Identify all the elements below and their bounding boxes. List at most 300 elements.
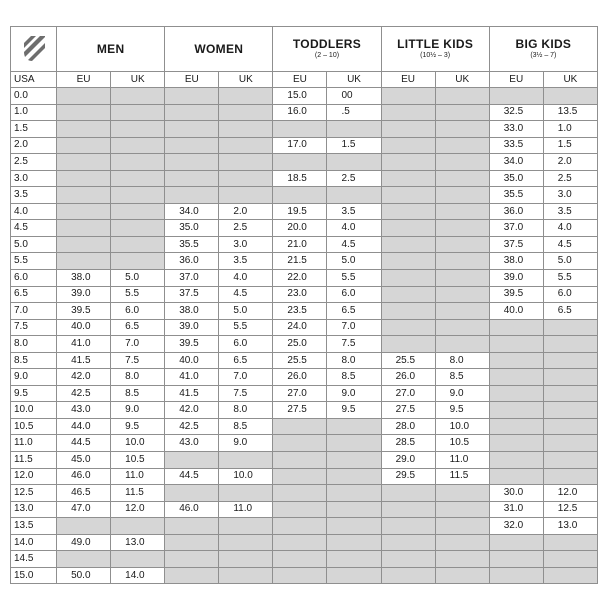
size-cell: 37.0 bbox=[489, 220, 543, 237]
usa-size-cell: 15.0 bbox=[11, 567, 57, 584]
table-row bbox=[11, 567, 598, 584]
usa-size-cell: 13.0 bbox=[11, 501, 57, 518]
table-row bbox=[11, 418, 598, 435]
empty-cell bbox=[543, 352, 597, 369]
size-cell: 11.0 bbox=[435, 452, 489, 469]
empty-cell bbox=[489, 88, 543, 105]
usa-column-header: USA bbox=[11, 72, 57, 88]
group-header-big-kids bbox=[489, 27, 597, 72]
empty-cell bbox=[57, 88, 111, 105]
usa-size-cell: 12.5 bbox=[11, 485, 57, 502]
empty-cell bbox=[165, 567, 219, 584]
size-cell: 1.5 bbox=[327, 137, 381, 154]
empty-cell bbox=[489, 567, 543, 584]
size-cell: 13.0 bbox=[543, 518, 597, 535]
empty-cell bbox=[381, 336, 435, 353]
empty-cell bbox=[381, 88, 435, 105]
empty-cell bbox=[543, 369, 597, 386]
empty-cell bbox=[543, 402, 597, 419]
size-cell: 9.0 bbox=[219, 435, 273, 452]
table-row bbox=[11, 220, 598, 237]
empty-cell bbox=[273, 187, 327, 204]
size-cell: 5.0 bbox=[543, 253, 597, 270]
empty-cell bbox=[327, 501, 381, 518]
size-cell: 6.0 bbox=[219, 336, 273, 353]
size-cell: 28.0 bbox=[381, 418, 435, 435]
size-cell: 30.0 bbox=[489, 485, 543, 502]
empty-cell bbox=[435, 170, 489, 187]
table-row bbox=[11, 336, 598, 353]
size-cell: 7.5 bbox=[111, 352, 165, 369]
empty-cell bbox=[165, 137, 219, 154]
empty-cell bbox=[165, 452, 219, 469]
size-cell: 42.5 bbox=[165, 418, 219, 435]
size-cell: 41.5 bbox=[57, 352, 111, 369]
empty-cell bbox=[489, 418, 543, 435]
size-cell: 22.0 bbox=[273, 270, 327, 287]
empty-cell bbox=[327, 518, 381, 535]
empty-cell bbox=[57, 137, 111, 154]
size-chart bbox=[10, 26, 598, 584]
usa-size-cell: 7.5 bbox=[11, 319, 57, 336]
column-header-uk: UK bbox=[543, 72, 597, 88]
size-cell: 1.0 bbox=[543, 121, 597, 138]
empty-cell bbox=[489, 385, 543, 402]
empty-cell bbox=[327, 435, 381, 452]
empty-cell bbox=[435, 270, 489, 287]
empty-cell bbox=[219, 551, 273, 568]
empty-cell bbox=[435, 534, 489, 551]
empty-cell bbox=[273, 468, 327, 485]
size-cell: 39.5 bbox=[57, 303, 111, 320]
usa-size-cell: 8.0 bbox=[11, 336, 57, 353]
empty-cell bbox=[111, 551, 165, 568]
empty-cell bbox=[381, 220, 435, 237]
usa-size-cell: 10.5 bbox=[11, 418, 57, 435]
size-cell: 24.0 bbox=[273, 319, 327, 336]
size-cell: 15.0 bbox=[273, 88, 327, 105]
empty-cell bbox=[327, 468, 381, 485]
empty-cell bbox=[219, 534, 273, 551]
table-row bbox=[11, 170, 598, 187]
empty-cell bbox=[435, 567, 489, 584]
empty-cell bbox=[381, 187, 435, 204]
size-cell: 44.5 bbox=[57, 435, 111, 452]
empty-cell bbox=[435, 253, 489, 270]
size-cell: 2.0 bbox=[543, 154, 597, 171]
usa-size-cell: 5.5 bbox=[11, 253, 57, 270]
empty-cell bbox=[381, 567, 435, 584]
empty-cell bbox=[435, 236, 489, 253]
empty-cell bbox=[219, 137, 273, 154]
size-cell: 14.0 bbox=[111, 567, 165, 584]
usa-size-cell: 3.0 bbox=[11, 170, 57, 187]
logo-cell bbox=[11, 27, 57, 72]
table-row bbox=[11, 303, 598, 320]
size-cell: 5.5 bbox=[111, 286, 165, 303]
size-cell: 4.0 bbox=[327, 220, 381, 237]
size-cell: 42.5 bbox=[57, 385, 111, 402]
size-cell: 12.5 bbox=[543, 501, 597, 518]
column-header-row bbox=[11, 72, 598, 88]
column-header-eu: EU bbox=[381, 72, 435, 88]
usa-size-cell: 4.5 bbox=[11, 220, 57, 237]
size-cell: 2.5 bbox=[327, 170, 381, 187]
size-cell: 5.0 bbox=[219, 303, 273, 320]
size-cell: 5.5 bbox=[327, 270, 381, 287]
empty-cell bbox=[219, 452, 273, 469]
empty-cell bbox=[273, 485, 327, 502]
table-row bbox=[11, 88, 598, 105]
size-cell: 37.5 bbox=[489, 236, 543, 253]
group-header-men bbox=[57, 27, 165, 72]
size-cell: 11.5 bbox=[435, 468, 489, 485]
size-cell: 39.0 bbox=[165, 319, 219, 336]
empty-cell bbox=[435, 501, 489, 518]
empty-cell bbox=[219, 187, 273, 204]
table-row bbox=[11, 137, 598, 154]
column-header-uk: UK bbox=[435, 72, 489, 88]
table-row bbox=[11, 369, 598, 386]
empty-cell bbox=[435, 551, 489, 568]
size-cell: .5 bbox=[327, 104, 381, 121]
empty-cell bbox=[57, 518, 111, 535]
size-cell: 43.0 bbox=[57, 402, 111, 419]
size-cell: 39.0 bbox=[489, 270, 543, 287]
empty-cell bbox=[327, 154, 381, 171]
size-cell: 6.5 bbox=[111, 319, 165, 336]
empty-cell bbox=[57, 551, 111, 568]
size-cell: 29.5 bbox=[381, 468, 435, 485]
empty-cell bbox=[273, 435, 327, 452]
group-header-little-kids bbox=[381, 27, 489, 72]
group-header-row bbox=[11, 27, 598, 72]
usa-size-cell: 9.5 bbox=[11, 385, 57, 402]
size-cell: 11.0 bbox=[111, 468, 165, 485]
empty-cell bbox=[489, 435, 543, 452]
empty-cell bbox=[543, 534, 597, 551]
size-cell: 10.5 bbox=[435, 435, 489, 452]
usa-size-cell: 3.5 bbox=[11, 187, 57, 204]
size-cell: 42.0 bbox=[165, 402, 219, 419]
usa-size-cell: 5.0 bbox=[11, 236, 57, 253]
size-cell: 3.5 bbox=[327, 203, 381, 220]
empty-cell bbox=[489, 551, 543, 568]
group-header-toddlers bbox=[273, 27, 381, 72]
empty-cell bbox=[327, 485, 381, 502]
empty-cell bbox=[543, 336, 597, 353]
group-name: TODDLERS bbox=[292, 37, 362, 51]
size-cell: 00 bbox=[327, 88, 381, 105]
empty-cell bbox=[381, 137, 435, 154]
size-cell: 35.0 bbox=[165, 220, 219, 237]
usa-size-cell: 9.0 bbox=[11, 369, 57, 386]
shield-stripes-icon bbox=[21, 33, 47, 63]
size-cell: 17.0 bbox=[273, 137, 327, 154]
column-header-eu: EU bbox=[57, 72, 111, 88]
empty-cell bbox=[435, 518, 489, 535]
table-row bbox=[11, 385, 598, 402]
table-row bbox=[11, 501, 598, 518]
size-cell: 38.0 bbox=[489, 253, 543, 270]
size-cell: 13.0 bbox=[111, 534, 165, 551]
size-cell: 46.0 bbox=[57, 468, 111, 485]
empty-cell bbox=[543, 567, 597, 584]
size-cell: 34.0 bbox=[165, 203, 219, 220]
usa-size-cell: 13.5 bbox=[11, 518, 57, 535]
empty-cell bbox=[273, 567, 327, 584]
empty-cell bbox=[435, 121, 489, 138]
empty-cell bbox=[435, 104, 489, 121]
size-cell: 19.5 bbox=[273, 203, 327, 220]
empty-cell bbox=[57, 236, 111, 253]
empty-cell bbox=[543, 551, 597, 568]
usa-size-cell: 8.5 bbox=[11, 352, 57, 369]
size-cell: 8.0 bbox=[327, 352, 381, 369]
empty-cell bbox=[435, 303, 489, 320]
empty-cell bbox=[111, 518, 165, 535]
empty-cell bbox=[435, 154, 489, 171]
table-row bbox=[11, 319, 598, 336]
table-row bbox=[11, 154, 598, 171]
empty-cell bbox=[435, 319, 489, 336]
group-name: WOMEN bbox=[194, 41, 244, 56]
empty-cell bbox=[327, 418, 381, 435]
table-row bbox=[11, 104, 598, 121]
empty-cell bbox=[111, 104, 165, 121]
size-cell: 23.0 bbox=[273, 286, 327, 303]
size-cell: 9.0 bbox=[111, 402, 165, 419]
empty-cell bbox=[57, 104, 111, 121]
empty-cell bbox=[111, 121, 165, 138]
size-cell: 38.0 bbox=[165, 303, 219, 320]
table-row bbox=[11, 485, 598, 502]
empty-cell bbox=[381, 518, 435, 535]
empty-cell bbox=[381, 501, 435, 518]
usa-size-cell: 7.0 bbox=[11, 303, 57, 320]
table-row bbox=[11, 270, 598, 287]
size-cell: 25.5 bbox=[381, 352, 435, 369]
usa-size-cell: 2.5 bbox=[11, 154, 57, 171]
empty-cell bbox=[381, 104, 435, 121]
usa-size-cell: 11.5 bbox=[11, 452, 57, 469]
column-header-uk: UK bbox=[111, 72, 165, 88]
usa-size-cell: 0.0 bbox=[11, 88, 57, 105]
size-rows bbox=[11, 88, 598, 584]
group-header-women bbox=[165, 27, 273, 72]
size-cell: 44.5 bbox=[165, 468, 219, 485]
size-cell: 9.5 bbox=[327, 402, 381, 419]
empty-cell bbox=[489, 352, 543, 369]
empty-cell bbox=[489, 336, 543, 353]
empty-cell bbox=[435, 137, 489, 154]
empty-cell bbox=[165, 551, 219, 568]
size-cell: 50.0 bbox=[57, 567, 111, 584]
empty-cell bbox=[435, 485, 489, 502]
size-cell: 10.0 bbox=[111, 435, 165, 452]
size-cell: 6.5 bbox=[543, 303, 597, 320]
empty-cell bbox=[219, 104, 273, 121]
empty-cell bbox=[489, 369, 543, 386]
empty-cell bbox=[381, 203, 435, 220]
empty-cell bbox=[435, 286, 489, 303]
size-cell: 31.0 bbox=[489, 501, 543, 518]
empty-cell bbox=[165, 534, 219, 551]
size-cell: 2.5 bbox=[219, 220, 273, 237]
size-cell: 7.0 bbox=[111, 336, 165, 353]
size-cell: 8.0 bbox=[111, 369, 165, 386]
empty-cell bbox=[111, 253, 165, 270]
usa-size-cell: 11.0 bbox=[11, 435, 57, 452]
empty-cell bbox=[219, 88, 273, 105]
size-cell: 8.5 bbox=[111, 385, 165, 402]
size-cell: 26.0 bbox=[381, 369, 435, 386]
size-cell: 5.5 bbox=[219, 319, 273, 336]
size-cell: 3.5 bbox=[543, 203, 597, 220]
size-cell: 6.5 bbox=[219, 352, 273, 369]
table-row bbox=[11, 286, 598, 303]
column-header-uk: UK bbox=[219, 72, 273, 88]
size-cell: 1.5 bbox=[543, 137, 597, 154]
size-cell: 5.0 bbox=[111, 270, 165, 287]
table-row bbox=[11, 452, 598, 469]
empty-cell bbox=[381, 154, 435, 171]
empty-cell bbox=[543, 319, 597, 336]
empty-cell bbox=[111, 170, 165, 187]
size-cell: 16.0 bbox=[273, 104, 327, 121]
empty-cell bbox=[273, 121, 327, 138]
size-cell: 5.0 bbox=[327, 253, 381, 270]
column-header-uk: UK bbox=[327, 72, 381, 88]
empty-cell bbox=[543, 435, 597, 452]
table-row bbox=[11, 253, 598, 270]
size-cell: 10.0 bbox=[219, 468, 273, 485]
size-cell: 35.5 bbox=[489, 187, 543, 204]
empty-cell bbox=[165, 104, 219, 121]
size-cell: 9.5 bbox=[111, 418, 165, 435]
empty-cell bbox=[381, 121, 435, 138]
size-cell: 6.0 bbox=[543, 286, 597, 303]
size-cell: 3.0 bbox=[219, 236, 273, 253]
table-row bbox=[11, 468, 598, 485]
group-age-range: (2 – 10) bbox=[314, 52, 340, 59]
size-cell: 6.5 bbox=[327, 303, 381, 320]
size-cell: 32.5 bbox=[489, 104, 543, 121]
size-cell: 40.0 bbox=[57, 319, 111, 336]
size-cell: 3.0 bbox=[543, 187, 597, 204]
empty-cell bbox=[219, 485, 273, 502]
size-cell: 41.0 bbox=[165, 369, 219, 386]
size-cell: 11.0 bbox=[219, 501, 273, 518]
empty-cell bbox=[219, 170, 273, 187]
empty-cell bbox=[489, 468, 543, 485]
empty-cell bbox=[327, 534, 381, 551]
empty-cell bbox=[219, 121, 273, 138]
empty-cell bbox=[165, 518, 219, 535]
size-cell: 42.0 bbox=[57, 369, 111, 386]
table-row bbox=[11, 551, 598, 568]
size-cell: 43.0 bbox=[165, 435, 219, 452]
empty-cell bbox=[381, 236, 435, 253]
empty-cell bbox=[57, 121, 111, 138]
table-row bbox=[11, 236, 598, 253]
column-header-eu: EU bbox=[165, 72, 219, 88]
size-cell: 3.5 bbox=[219, 253, 273, 270]
empty-cell bbox=[435, 88, 489, 105]
size-cell: 40.0 bbox=[165, 352, 219, 369]
table-row bbox=[11, 518, 598, 535]
size-cell: 23.5 bbox=[273, 303, 327, 320]
empty-cell bbox=[489, 319, 543, 336]
empty-cell bbox=[381, 270, 435, 287]
empty-cell bbox=[489, 402, 543, 419]
empty-cell bbox=[327, 187, 381, 204]
group-name: MEN bbox=[96, 41, 125, 56]
empty-cell bbox=[543, 468, 597, 485]
empty-cell bbox=[273, 518, 327, 535]
group-age-range: (10½ – 3) bbox=[420, 52, 451, 59]
size-cell: 25.5 bbox=[273, 352, 327, 369]
column-header-eu: EU bbox=[273, 72, 327, 88]
usa-size-cell: 1.0 bbox=[11, 104, 57, 121]
size-cell: 2.0 bbox=[219, 203, 273, 220]
size-cell: 27.0 bbox=[381, 385, 435, 402]
usa-size-cell: 14.5 bbox=[11, 551, 57, 568]
size-cell: 6.0 bbox=[111, 303, 165, 320]
size-cell: 35.5 bbox=[165, 236, 219, 253]
empty-cell bbox=[327, 567, 381, 584]
empty-cell bbox=[57, 154, 111, 171]
size-cell: 39.5 bbox=[165, 336, 219, 353]
size-cell: 28.5 bbox=[381, 435, 435, 452]
size-cell: 49.0 bbox=[57, 534, 111, 551]
size-cell: 36.0 bbox=[165, 253, 219, 270]
size-cell: 32.0 bbox=[489, 518, 543, 535]
size-cell: 9.5 bbox=[435, 402, 489, 419]
empty-cell bbox=[165, 485, 219, 502]
size-cell: 2.5 bbox=[543, 170, 597, 187]
size-cell: 8.5 bbox=[435, 369, 489, 386]
size-cell: 39.0 bbox=[57, 286, 111, 303]
table-row bbox=[11, 435, 598, 452]
size-cell: 8.5 bbox=[327, 369, 381, 386]
size-cell: 4.5 bbox=[219, 286, 273, 303]
empty-cell bbox=[219, 518, 273, 535]
empty-cell bbox=[219, 154, 273, 171]
table-row bbox=[11, 352, 598, 369]
size-cell: 6.0 bbox=[327, 286, 381, 303]
size-cell: 18.5 bbox=[273, 170, 327, 187]
empty-cell bbox=[435, 220, 489, 237]
size-cell: 13.5 bbox=[543, 104, 597, 121]
empty-cell bbox=[381, 534, 435, 551]
empty-cell bbox=[273, 534, 327, 551]
size-cell: 34.0 bbox=[489, 154, 543, 171]
empty-cell bbox=[543, 452, 597, 469]
table-row bbox=[11, 187, 598, 204]
usa-size-cell: 6.5 bbox=[11, 286, 57, 303]
empty-cell bbox=[111, 203, 165, 220]
empty-cell bbox=[273, 418, 327, 435]
empty-cell bbox=[327, 121, 381, 138]
size-cell: 37.0 bbox=[165, 270, 219, 287]
empty-cell bbox=[489, 452, 543, 469]
empty-cell bbox=[327, 551, 381, 568]
size-cell: 41.5 bbox=[165, 385, 219, 402]
empty-cell bbox=[111, 137, 165, 154]
size-cell: 41.0 bbox=[57, 336, 111, 353]
empty-cell bbox=[435, 187, 489, 204]
